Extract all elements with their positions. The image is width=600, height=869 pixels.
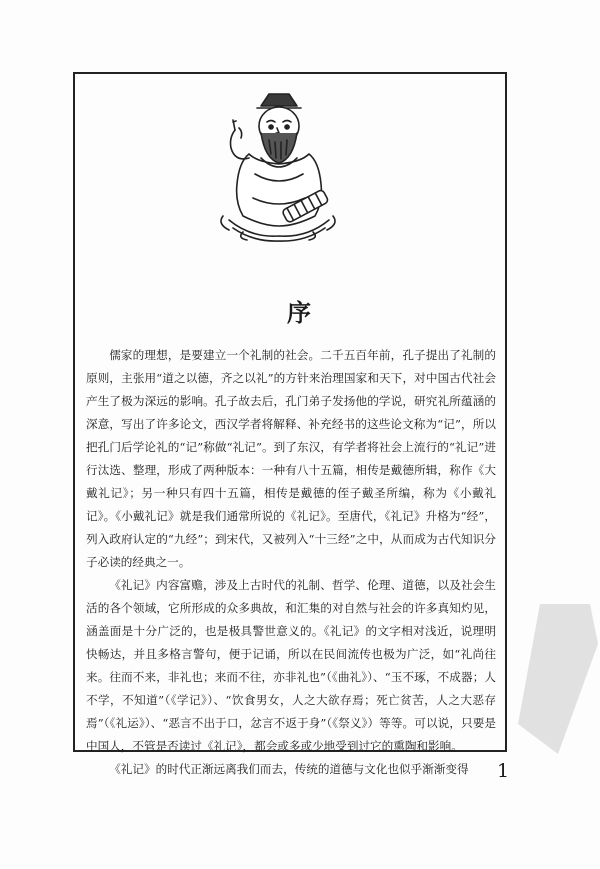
page-title: 序: [287, 298, 313, 327]
library-seal-watermark: [500, 598, 600, 770]
page-number: 1: [497, 760, 510, 782]
paragraph: 儒家的理想，是要建立一个礼制的社会。二千五百年前，孔子提出了礼制的原则，主张用“道之以德，齐之以礼”的方针来治理国家和天下，对中国古代社会产生了极为深远的影响。孔子故去后，孔门弟子发扬他的学说，研究礼所蕴涵的深意，写出了许多论文，西汉学者将解释、补充经书的这些论文称为“记”，所以把孔门后学论礼的“记”称做“礼记”。到了东汉，有学者将社会上流行的“礼记”进行汰选、整理，形成了两种版本：一种有八十五篇，相传是戴德所辑，称作《大戴礼记》；另一种只有四十五篇，相传是戴德的侄子戴圣所编，称为《小戴礼记》。《小戴礼记》就是我们通常所说的《礼记》。至唐代，《礼记》升格为“经”，列入政府认定的“九经”；到宋代，又被列入“十三经”之中，从而成为古代知识分子必读的经典之一。: [86, 348, 496, 569]
paragraph: 《礼记》内容富赡，涉及上古时代的礼制、哲学、伦理、道德，以及社会生活的各个领域，它所形成的众多典故，和汇集的对自然与社会的许多真知灼见，涵盖面是十分广泛的，也是极具警世意义的。《礼记》的文字相对浅近，说理明快畅达，并且多格言警句，便于记诵，所以在民间流传也极为广泛，如“礼尚往来。往而不来，非礼也；来而不往，亦非礼也”（《曲礼》）、“玉不琢，不成器；人不学，不知道”（《学记》）、“饮食男女，人之大欲存焉；死亡贫苦，人之大恶存焉”（《礼运》）、“恶言不出于口，忿言不返于身”（《祭义》）等等。可以说，只要是中国人，不管是否读过《礼记》，都会或多或少地受到过它的熏陶和影响。: [86, 578, 496, 753]
body-text: [86, 344, 496, 781]
paragraph: 《礼记》的时代正渐远离我们而去，传统的道德与文化也似乎渐渐变得: [109, 762, 469, 776]
confucius-illustration: [209, 88, 347, 248]
